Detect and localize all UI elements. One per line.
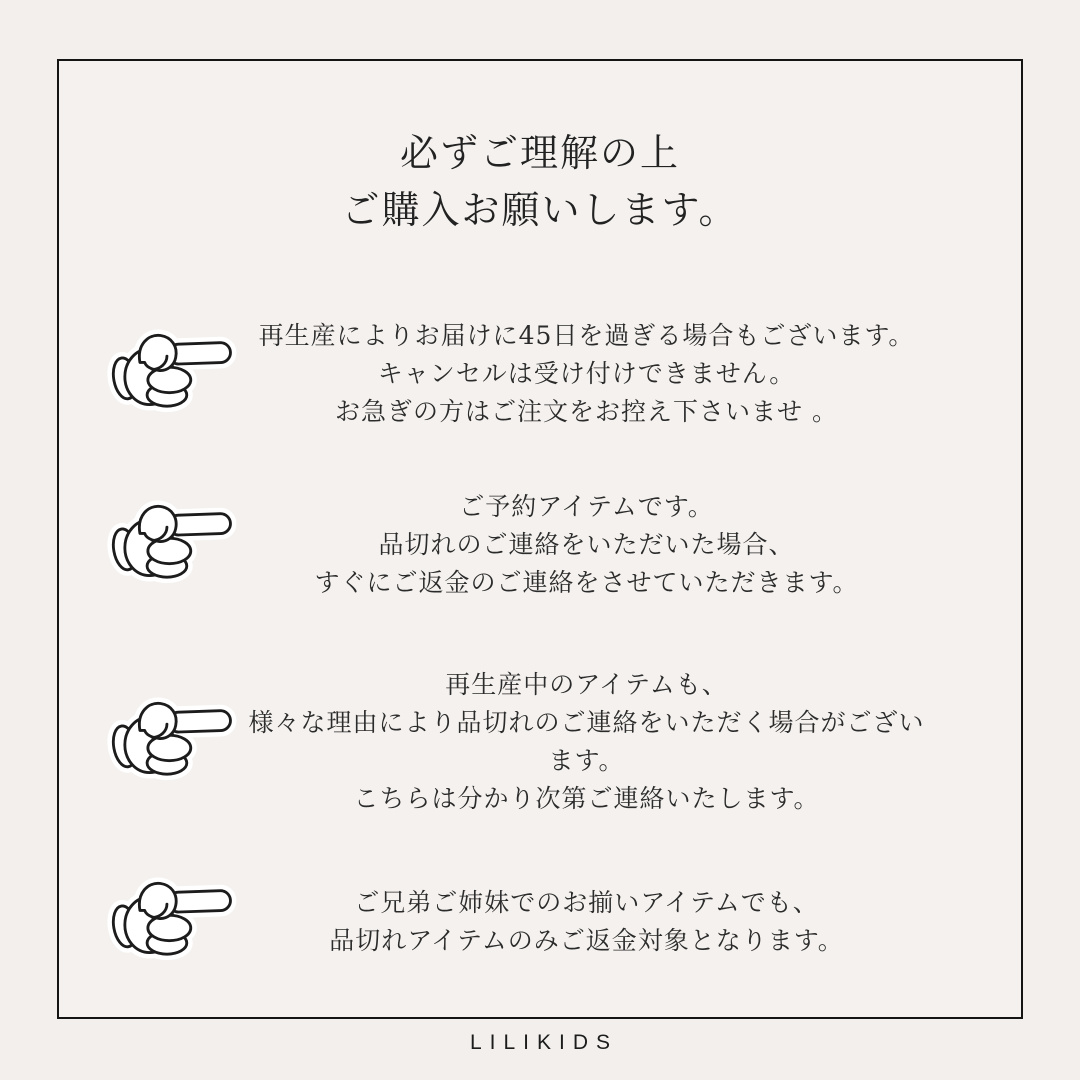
- notice-line: ご予約アイテムです。: [459, 492, 714, 521]
- notice-line: 再生産中のアイテムも、: [445, 670, 728, 699]
- pointing-right-hand-icon: [105, 495, 240, 595]
- frame-border: [57, 59, 1023, 1019]
- notice-text: [240, 666, 1021, 818]
- notice-line: ご兄弟ご姉妹でのお揃いアイテムでも、: [354, 888, 819, 917]
- pointing-right-hand-icon: [105, 324, 240, 424]
- notice-line: お急ぎの方はご注文をお控え下さいませ 。: [335, 397, 838, 426]
- notice-line: 品切れのご連絡をいただいた場合、: [378, 530, 795, 559]
- notice-line: キャンセルは受け付けできません。: [377, 359, 796, 388]
- notice-text: [240, 317, 1021, 431]
- notice-line: 様々な理由により品切れのご連絡をいただく場合がございます。: [248, 708, 925, 775]
- notice-text: [240, 884, 1021, 960]
- notice-text: [240, 488, 1021, 602]
- page-title: [59, 125, 1021, 239]
- page-title-line1: 必ずご理解の上: [399, 131, 680, 175]
- page-title-line2: ご購入お願いします。: [341, 188, 739, 232]
- notice-line: 再生産によりお届けに45日を過ぎる場合もございます。: [258, 321, 915, 350]
- pointing-right-hand-icon: [105, 692, 240, 792]
- notice-line: 品切れアイテムのみご返金対象となります。: [329, 926, 844, 955]
- notice-section-2: [59, 488, 1021, 602]
- pointing-right-hand-icon: [105, 872, 240, 972]
- notice-section-3: [59, 666, 1021, 818]
- notice-line: こちらは分かり次第ご連絡いたします。: [353, 784, 820, 813]
- notice-line: すぐにご返金のご連絡をさせていただきます。: [314, 568, 859, 597]
- notice-section-1: [59, 317, 1021, 431]
- brand-wordmark: LILIKIDS: [469, 1031, 619, 1054]
- notice-section-4: [59, 872, 1021, 972]
